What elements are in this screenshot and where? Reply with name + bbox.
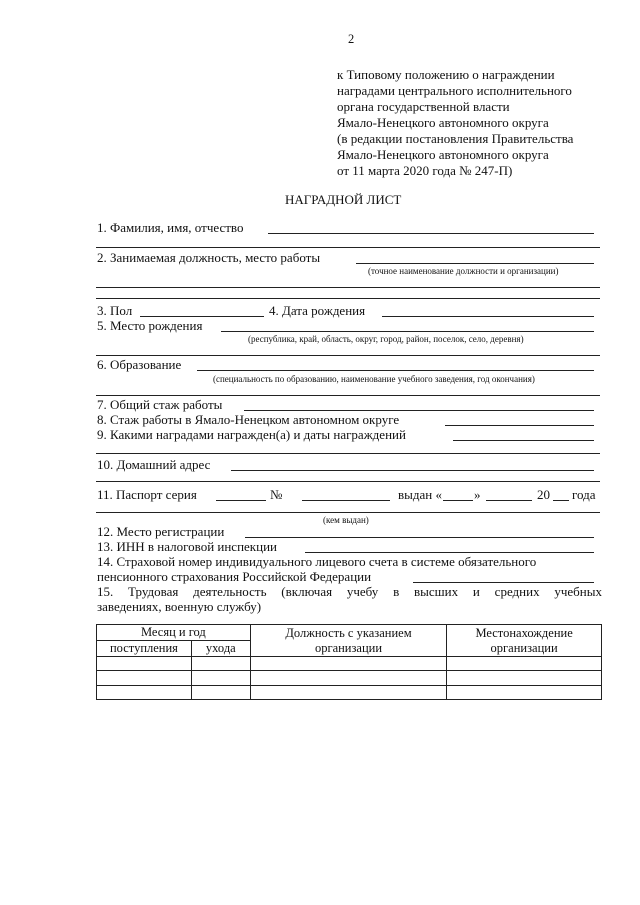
field-label-passport-series: 11. Паспорт серия: [97, 487, 197, 502]
table-cell[interactable]: [250, 686, 446, 700]
passport-number-input-line[interactable]: [302, 500, 390, 501]
passport-series-input-line[interactable]: [216, 500, 266, 501]
passport-quote-close: »: [474, 487, 481, 502]
page-number: 2: [348, 32, 355, 46]
field-label-awards: 9. Какими наградами награжден(а) и даты награждений: [97, 427, 406, 442]
table-header-row: [97, 625, 602, 641]
field-label-birthdate: 4. Дата рождения: [269, 303, 366, 318]
fullname-input-line-2[interactable]: [96, 247, 600, 248]
regional-experience-input-line[interactable]: [445, 425, 594, 426]
field-label-passport-number: №: [270, 487, 283, 502]
table-cell[interactable]: [250, 671, 446, 686]
appendix-line: наградами центрального исполнительного: [337, 83, 572, 98]
form-title: НАГРАДНОЙ ЛИСТ: [285, 192, 402, 207]
field-label-birthplace: 5. Место рождения: [97, 318, 203, 333]
table-cell[interactable]: [97, 671, 192, 686]
work-history-table: [96, 624, 602, 700]
field-label-registration: 12. Место регистрации: [97, 524, 225, 539]
appendix-line: (в редакции постановления Правительства: [337, 131, 574, 146]
table-cell[interactable]: [191, 686, 250, 700]
appendix-line: Ямало-Ненецкого автономного округа: [337, 115, 549, 130]
inn-input-line[interactable]: [305, 552, 594, 553]
field-label-fullname: 1. Фамилия, имя, отчество: [97, 220, 244, 235]
field-label-snils: 14. Страховой номер индивидуального лицевого счета в системе обязательного: [97, 554, 537, 569]
field-label-position: 2. Занимаемая должность, место работы: [97, 250, 321, 265]
table-cell[interactable]: [447, 657, 602, 671]
registration-input-line[interactable]: [245, 537, 594, 538]
birthdate-input-line[interactable]: [382, 316, 594, 317]
header-position: [250, 625, 446, 657]
field-label-passport-issued: выдан «: [398, 487, 442, 502]
education-input-line[interactable]: [197, 370, 594, 371]
sex-input-line[interactable]: [140, 316, 264, 317]
field-label-education: 6. Образование: [97, 357, 182, 372]
header-entry: поступления: [97, 641, 192, 657]
appendix-line: органа государственной власти: [337, 99, 510, 114]
table-cell[interactable]: [97, 686, 192, 700]
table-row: [97, 686, 602, 700]
passport-month-input-line[interactable]: [486, 500, 532, 501]
position-input-line-3[interactable]: [96, 298, 600, 299]
passport-year-input-line[interactable]: [553, 500, 569, 501]
passport-year-prefix: 20: [537, 487, 550, 502]
fullname-input-line[interactable]: [268, 233, 594, 234]
passport-day-input-line[interactable]: [443, 500, 473, 501]
header-exit: ухода: [191, 641, 250, 657]
birthplace-input-line[interactable]: [221, 331, 594, 332]
table-cell[interactable]: [250, 657, 446, 671]
table-cell[interactable]: [97, 657, 192, 671]
appendix-line: от 11 марта 2020 года № 247-П): [337, 163, 513, 178]
passport-issuer-input-line[interactable]: [96, 512, 600, 513]
field-label-home-address: 10. Домашний адрес: [97, 457, 211, 472]
position-input-line-2[interactable]: [96, 287, 600, 288]
appendix-line: к Типовому положению о награждении: [337, 67, 555, 82]
header-location-line: Местонахождение: [475, 625, 573, 640]
education-input-line-2[interactable]: [96, 395, 600, 396]
awards-input-line[interactable]: [453, 440, 594, 441]
home-address-input-line-2[interactable]: [96, 481, 600, 482]
appendix-line: Ямало-Ненецкого автономного округа: [337, 147, 549, 162]
awards-input-line-2[interactable]: [96, 453, 600, 454]
field-label-work-history-cont: заведениях, военную службу): [97, 599, 262, 614]
position-input-line[interactable]: [356, 263, 594, 264]
home-address-input-line[interactable]: [231, 470, 594, 471]
table-cell[interactable]: [191, 657, 250, 671]
table-cell[interactable]: [447, 686, 602, 700]
table-cell[interactable]: [191, 671, 250, 686]
table-row: [97, 657, 602, 671]
birthplace-caption: (республика, край, область, округ, город, район, поселок, село, деревня): [248, 334, 524, 344]
birthplace-input-line-2[interactable]: [96, 355, 600, 356]
passport-issuer-caption: (кем выдан): [323, 515, 369, 525]
field-label-regional-experience: 8. Стаж работы в Ямало-Ненецком автономном округе: [97, 412, 400, 427]
snils-input-line[interactable]: [413, 582, 594, 583]
total-experience-input-line[interactable]: [244, 410, 594, 411]
education-caption: (специальность по образованию, наименование учебного заведения, год окончания): [213, 374, 535, 384]
header-position-line: Должность с указанием: [285, 625, 412, 640]
table-cell[interactable]: [447, 671, 602, 686]
field-label-inn: 13. ИНН в налоговой инспекции: [97, 539, 277, 554]
field-label-total-experience: 7. Общий стаж работы: [97, 397, 223, 412]
passport-year-word: года: [572, 487, 596, 502]
header-month-year: Месяц и год: [97, 625, 251, 641]
header-position-line: организации: [314, 640, 383, 655]
field-label-snils-cont: пенсионного страхования Российской Федерации: [97, 569, 372, 584]
field-label-work-history: 15. Трудовая деятельность (включая учебу в высших и средних учебных: [97, 584, 602, 599]
header-location-line: организации: [490, 640, 558, 655]
header-location: [447, 625, 602, 657]
position-caption: (точное наименование должности и организации): [368, 266, 559, 276]
field-label-sex: 3. Пол: [97, 303, 133, 318]
table-row: [97, 671, 602, 686]
